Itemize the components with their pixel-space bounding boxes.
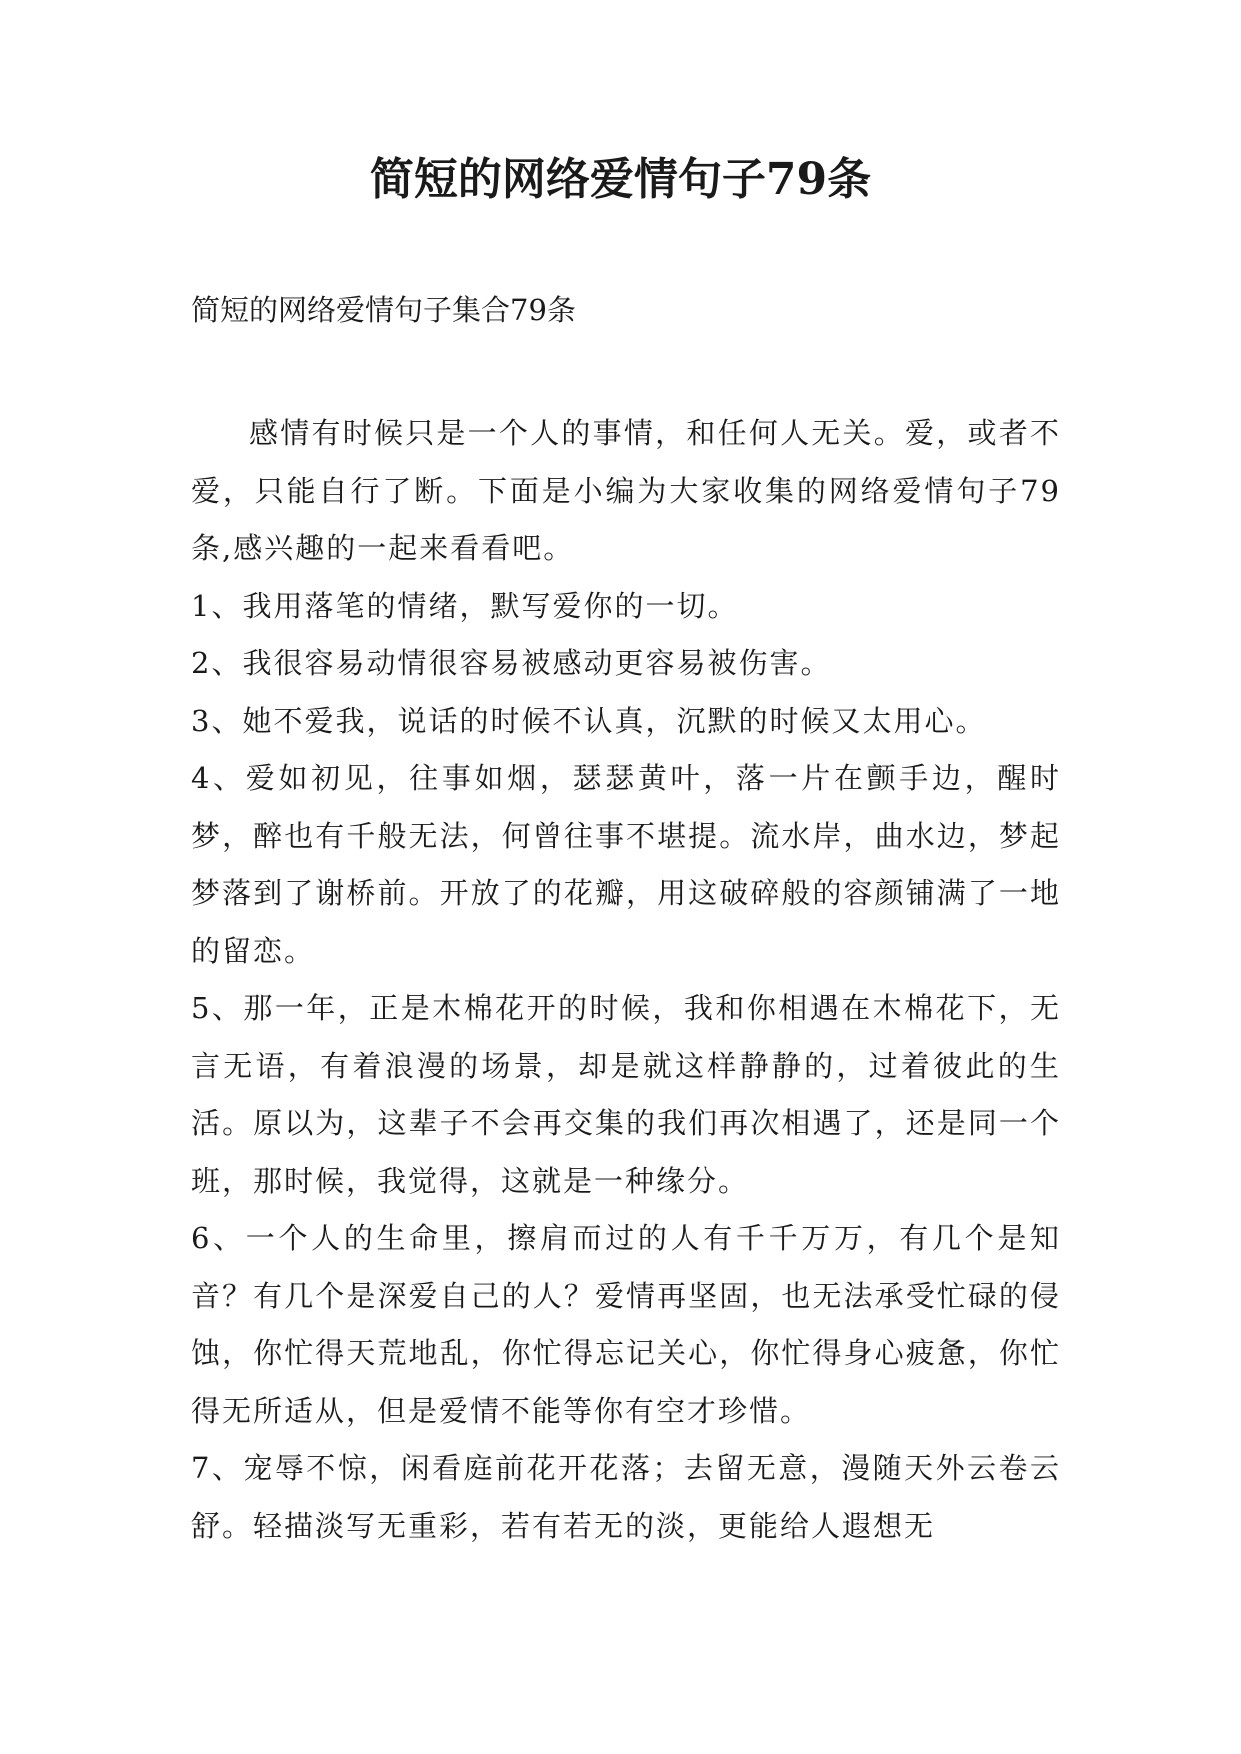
intro-paragraph: 感情有时候只是一个人的事情，和任何人无关。爱，或者不爱，只能自行了断。下面是小编为大家收集的网络爱情句子79条,感兴趣的一起来看看吧。	[191, 416, 1061, 565]
document-body	[191, 405, 1061, 1555]
document-subtitle: 简短的网络爱情句子集合79条	[191, 293, 576, 327]
document-title: 简短的网络爱情句子79条	[369, 154, 872, 205]
list-item: 5、那一年，正是木棉花开的时候，我和你相遇在木棉花下，无言无语，有着浪漫的场景，却是就这样静静的，过着彼此的生活。原以为，这辈子不会再交集的我们再次相遇了，还是同一个班，那时候，我觉得，这就是一种缘分。	[191, 991, 1061, 1198]
list-item: 7、宠辱不惊，闲看庭前花开花落；去留无意，漫随天外云卷云舒。轻描淡写无重彩，若有若无的淡，更能给人遐想无	[191, 1451, 1061, 1543]
list-item: 2、我很容易动情很容易被感动更容易被伤害。	[191, 646, 832, 680]
list-item: 1、我用落笔的情绪，默写爱你的一切。	[191, 588, 739, 623]
list-item: 4、爱如初见，往事如烟，瑟瑟黄叶，落一片在颤手边，醒时梦，醉也有千般无法，何曾往事不堪提。流水岸，曲水边，梦起梦落到了谢桥前。开放了的花瓣，用这破碎般的容颜铺满了一地的留恋。	[191, 761, 1061, 968]
list-item: 6、一个人的生命里，擦肩而过的人有千千万万，有几个是知音？有几个是深爱自己的人？爱情再坚固，也无法承受忙碌的侵蚀，你忙得天荒地乱，你忙得忘记关心，你忙得身心疲惫，你忙得无所适从，但是爱情不能等你有空才珍惜。	[191, 1221, 1061, 1428]
list-item: 3、她不爱我，说话的时候不认真，沉默的时候又太用心。	[191, 703, 987, 738]
